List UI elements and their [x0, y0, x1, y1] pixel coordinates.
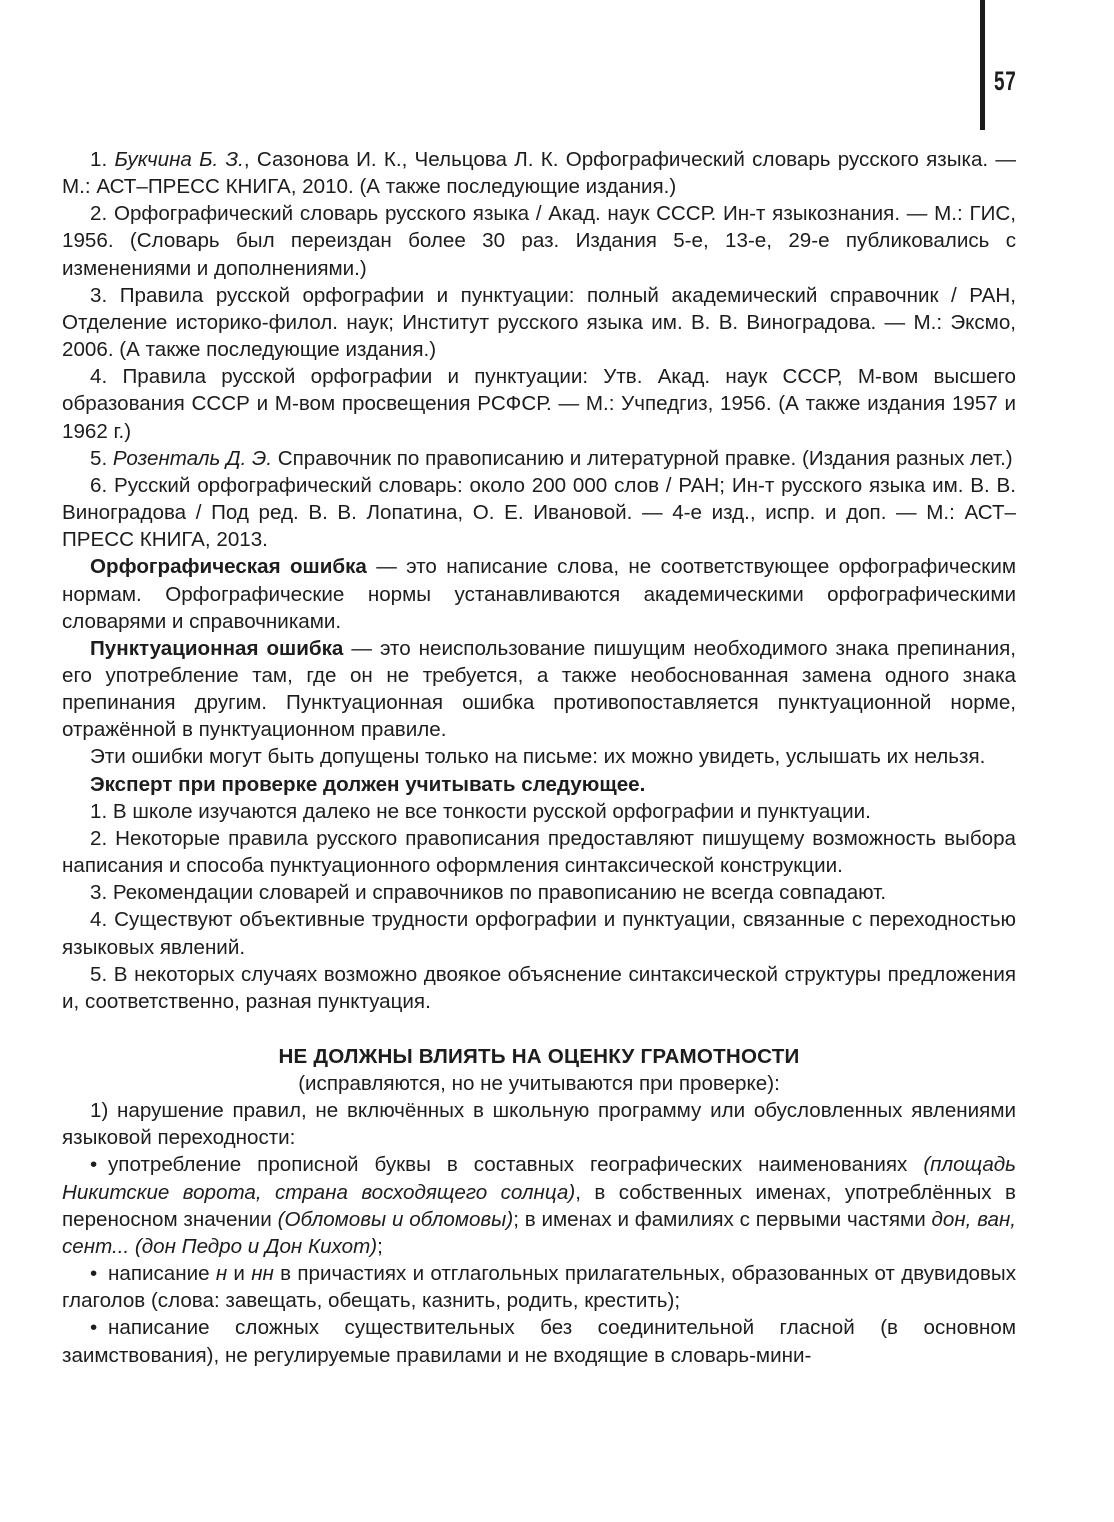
page-number: 57: [994, 66, 1017, 96]
bib-item-3: 3. Правила русской орфографии и пунктуации: полный академический справочник / РАН, Отделение историко-филол. наук; Институт русского языка им. В. В. Виноградова. — М.: Эксмо, 2006. (А также последующие издания.): [62, 283, 1016, 362]
bullet-item-1: • употребление прописной буквы в составных географических наименованиях (площадь Никитские ворота, страна восходящего солнца), в собственных именах, употреблённых в переносном значении (Обломовы и обломовы); в именах и фамилиях с первыми частями дон, ван, сент... (дон Педро и Дон Кихот);: [62, 1153, 1016, 1258]
bullet-icon: •: [90, 1262, 98, 1286]
definition-orthographic: Орфографическая ошибка — это написание слова, не соответствующее орфографическим нормам. Орфографические нормы устанавливаются академическими орфографическими словарями и справочниками.: [62, 555, 1016, 633]
bib-item-2: 2. Орфографический словарь русского языка / Акад. наук СССР. Ин-т языкознания. — М.: ГИС, 1956. (Словарь был переиздан более 30 раз. Издания 5-е, 13-е, 29-е публиковались с изменениями и дополнениями.): [62, 202, 1017, 280]
expert-item-5: 5. В некоторых случаях возможно двоякое объяснение синтаксической структуры предложения и, соответственно, разная пунктуация.: [62, 962, 1016, 1013]
definition-punctuation: Пунктуационная ошибка — это неиспользование пишущим необходимого знака препинания, его употребление там, где он не требуется, а также необоснованная замена одного знака препинания другим. Пунктуационная ошибка противопоставляется пунктуационной норме, отражённой в пунктуационном правиле.: [62, 636, 1017, 742]
bib-item-5: 5. Розенталь Д. Э. Справочник по правописанию и литературной правке. (Издания разных лет.): [90, 446, 1013, 470]
page-header-rule: [980, 0, 985, 130]
bullet-item-3: • написание сложных существительных без соединительной гласной (в основном заимствования), не регулируемые правилами и не входящие в словарь-мини-: [62, 1316, 1016, 1367]
bullet-item-2: • написание н и нн в причастиях и отглагольных прилагательных, образованных от двувидовых глаголов (слова: завещать, обещать, казнить, родить, крестить);: [62, 1262, 1016, 1313]
bib-item-6: 6. Русский орфографический словарь: около 200 000 слов / РАН; Ин-т русского языка им. В. В. Виноградова / Под ред. В. В. Лопатина, О. Е. Ивановой. — 4-е изд., испр. и доп. — М.: АСТ–ПРЕСС КНИГА, 2013.: [62, 473, 1016, 552]
expert-item-2: 2. Некоторые правила русского правописания предоставляют пишущему возможность выбора написания и способа пунктуационного оформления синтаксической конструкции.: [62, 826, 1016, 878]
section-item-1: 1) нарушение правил, не включённых в школьную программу или обусловленных явлениями языковой переходности:: [62, 1099, 1016, 1150]
expert-item-3: 3. Рекомендации словарей и справочников по правописанию не всегда совпадают.: [90, 881, 887, 905]
bib-item-4: 4. Правила русской орфографии и пунктуации: Утв. Акад. наук СССР, М-вом высшего образования СССР и М-вом просвещения РСФСР. — М.: Учпедгиз, 1956. (А также издания 1957 и 1962 г.): [62, 365, 1016, 443]
expert-item-1: 1. В школе изучаются далеко не все тонкости русской орфографии и пунктуации.: [90, 799, 871, 823]
expert-heading: Эксперт при проверке должен учитывать следующее.: [90, 772, 646, 796]
page-content: [62, 146, 1016, 1369]
definition-note: Эти ошибки могут быть допущены только на письме: их можно увидеть, услышать их нельзя.: [90, 745, 986, 769]
bib-item-1: 1. Букчина Б. З., Сазонова И. К., Чельцова Л. К. Орфографический словарь русского языка. — М.: АСТ–ПРЕСС КНИГА, 2010. (А также последующие издания.): [62, 148, 1016, 199]
bullet-icon: •: [90, 1153, 98, 1177]
expert-item-4: 4. Существуют объективные трудности орфографии и пунктуации, связанные с переходностью языковых явлений.: [62, 908, 1016, 959]
section-subtitle: (исправляются, но не учитываются при проверке):: [298, 1072, 780, 1095]
bullet-icon: •: [90, 1316, 98, 1340]
section-title: НЕ ДОЛЖНЫ ВЛИЯТЬ НА ОЦЕНКУ ГРАМОТНОСТИ: [278, 1045, 800, 1068]
